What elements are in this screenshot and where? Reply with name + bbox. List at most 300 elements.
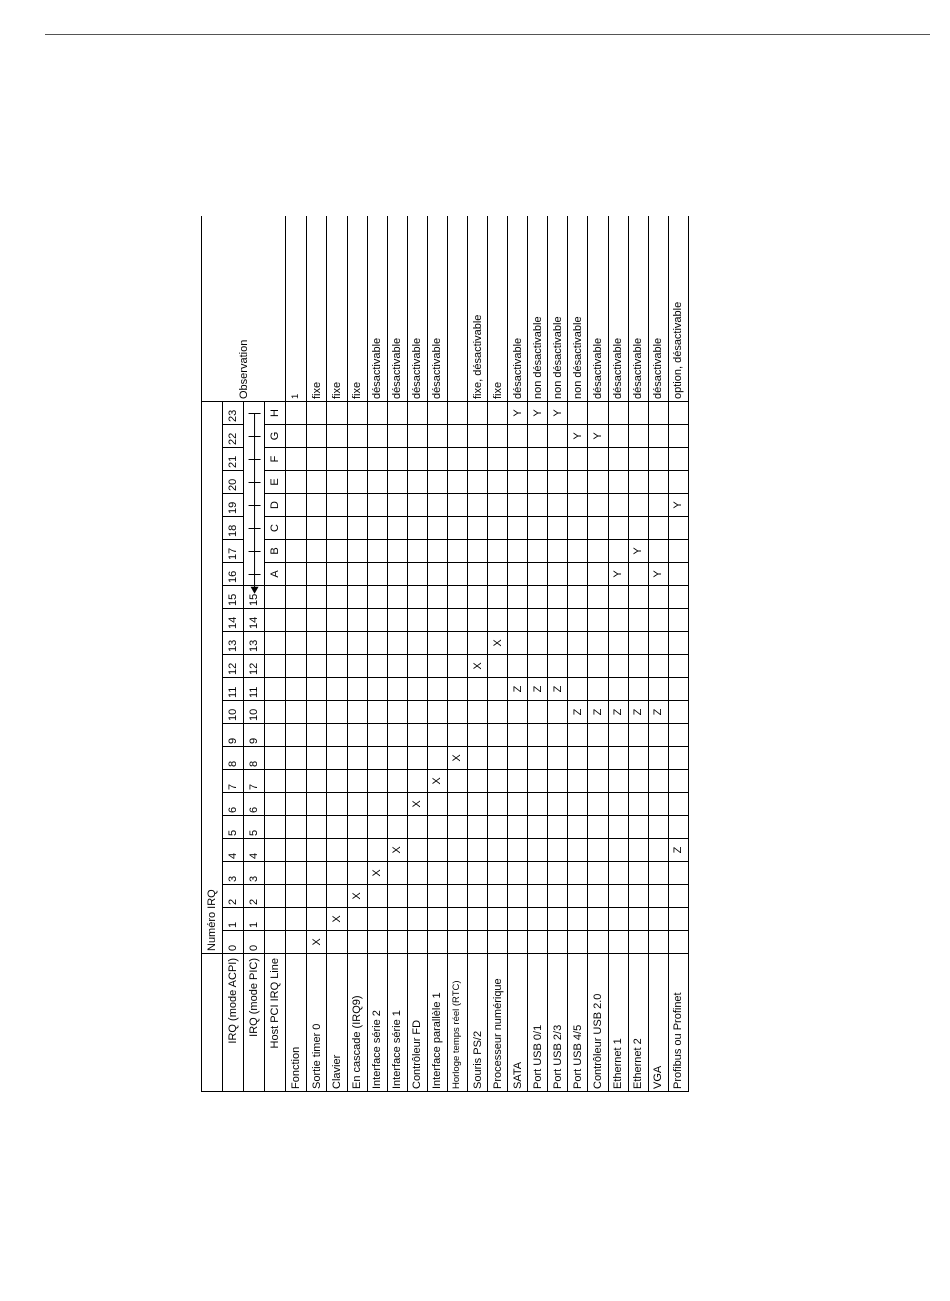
irq-assignment-cell <box>508 494 528 517</box>
irq-assignment-cell <box>427 471 447 494</box>
irq-assignment-cell <box>427 563 447 586</box>
irq-assignment-cell <box>548 586 568 609</box>
irq-assignment-cell <box>648 816 668 839</box>
fonction-empty-cell <box>286 517 307 540</box>
irq-assignment-cell <box>367 885 387 908</box>
function-name: Interface parallèle 1 <box>427 954 447 1092</box>
irq-assignment-cell <box>568 517 588 540</box>
host-pci-empty-cell <box>265 655 286 678</box>
irq-assignment-cell <box>488 586 508 609</box>
irq-assignment-cell <box>608 931 628 954</box>
irq-assignment-cell <box>387 586 407 609</box>
irq-assignment-cell: Y <box>608 563 628 586</box>
irq-assignment-cell <box>568 563 588 586</box>
irq-assignment-cell <box>327 747 347 770</box>
irq-acpi-number: 2 <box>223 885 244 908</box>
irq-assignment-cell <box>648 839 668 862</box>
host-pci-empty-cell <box>265 586 286 609</box>
irq-assignment-cell <box>568 632 588 655</box>
irq-assignment-cell <box>387 448 407 471</box>
host-pci-line: C <box>265 517 286 540</box>
irq-assignment-cell <box>387 862 407 885</box>
observation-cell <box>447 216 467 402</box>
irq-assignment-cell <box>427 931 447 954</box>
irq-assignment-cell <box>648 931 668 954</box>
function-name: Sortie timer 0 <box>307 954 327 1092</box>
irq-assignment-cell: Z <box>668 839 688 862</box>
irq-assignment-cell <box>508 425 528 448</box>
irq-pic-number: 6 <box>244 793 265 816</box>
irq-assignment-cell <box>508 793 528 816</box>
irq-assignment-cell <box>548 563 568 586</box>
irq-assignment-cell <box>608 678 628 701</box>
irq-assignment-cell <box>447 839 467 862</box>
irq-assignment-cell <box>367 839 387 862</box>
irq-assignment-cell <box>628 517 648 540</box>
irq-assignment-cell <box>468 747 488 770</box>
irq-assignment-cell: Y <box>528 402 548 425</box>
irq-assignment-cell <box>427 678 447 701</box>
fonction-empty-cell <box>286 586 307 609</box>
irq-assignment-cell: X <box>407 793 427 816</box>
irq-assignment-cell: X <box>347 885 367 908</box>
irq-assignment-cell <box>307 793 327 816</box>
observation-cell: fixe <box>327 216 347 402</box>
table-row <box>608 216 628 1092</box>
irq-acpi-number: 9 <box>223 724 244 747</box>
irq-assignment-cell: Y <box>568 425 588 448</box>
table-row <box>488 216 508 1092</box>
irq-pic-number: 10 <box>244 701 265 724</box>
table-row <box>387 216 407 1092</box>
irq-assignment-cell <box>608 770 628 793</box>
irq-assignment-cell <box>347 724 367 747</box>
irq-assignment-cell <box>528 885 548 908</box>
irq-assignment-cell <box>528 586 548 609</box>
irq-assignment-cell <box>447 609 467 632</box>
fonction-empty-cell <box>286 494 307 517</box>
irq-assignment-cell <box>347 540 367 563</box>
irq-assignment-cell <box>427 724 447 747</box>
irq-assignment-cell <box>588 402 608 425</box>
irq-assignment-cell <box>407 816 427 839</box>
irq-assignment-cell <box>427 517 447 540</box>
observation-cell: désactivable <box>508 216 528 402</box>
irq-assignment-cell <box>447 655 467 678</box>
irq-assignment-cell <box>407 862 427 885</box>
irq-assignment-cell <box>307 425 327 448</box>
irq-assignment-cell <box>548 862 568 885</box>
irq-assignment-cell <box>347 609 367 632</box>
irq-assignment-cell <box>387 678 407 701</box>
function-name: Contrôleur FD <box>407 954 427 1092</box>
irq-assignment-cell <box>568 402 588 425</box>
irq-assignment-cell <box>508 931 528 954</box>
irq-assignment-cell <box>427 885 447 908</box>
irq-assignment-cell <box>367 655 387 678</box>
irq-assignment-cell <box>307 586 327 609</box>
irq-assignment-cell <box>367 816 387 839</box>
observation-header: Observation <box>202 216 286 402</box>
irq-assignment-cell <box>407 425 427 448</box>
irq-assignment-cell <box>468 517 488 540</box>
irq-assignment-cell <box>628 862 648 885</box>
irq-assignment-cell: X <box>367 862 387 885</box>
irq-assignment-cell <box>648 793 668 816</box>
irq-assignment-cell <box>488 908 508 931</box>
irq-assignment-cell <box>628 448 648 471</box>
irq-assignment-cell <box>568 494 588 517</box>
irq-assignment-cell <box>608 517 628 540</box>
fonction-empty-cell <box>286 609 307 632</box>
irq-assignment-cell <box>648 632 668 655</box>
observation-cell: désactivable <box>588 216 608 402</box>
irq-assignment-cell <box>528 816 548 839</box>
irq-assignment-cell <box>407 655 427 678</box>
irq-assignment-cell <box>327 586 347 609</box>
irq-assignment-cell <box>528 908 548 931</box>
observation-cell: désactivable <box>427 216 447 402</box>
irq-assignment-cell <box>387 770 407 793</box>
irq-assignment-cell <box>508 724 528 747</box>
irq-assignment-cell <box>628 816 648 839</box>
irq-assignment-cell <box>588 655 608 678</box>
table-row <box>447 216 467 1092</box>
irq-assignment-cell <box>468 632 488 655</box>
irq-assignment-cell <box>327 931 347 954</box>
irq-assignment-cell <box>508 517 528 540</box>
irq-assignment-cell <box>668 908 688 931</box>
irq-assignment-cell <box>327 402 347 425</box>
host-pci-empty-cell <box>265 747 286 770</box>
irq-assignment-cell <box>528 425 548 448</box>
irq-assignment-cell <box>307 816 327 839</box>
irq-assignment-cell <box>367 402 387 425</box>
irq-assignment-cell <box>347 471 367 494</box>
irq-acpi-number: 7 <box>223 770 244 793</box>
irq-assignment-cell <box>347 632 367 655</box>
table-row <box>528 216 548 1092</box>
irq-assignment-cell <box>668 793 688 816</box>
irq-assignment-cell <box>608 724 628 747</box>
fonction-empty-cell <box>286 747 307 770</box>
irq-assignment-cell <box>468 402 488 425</box>
irq-assignment-cell <box>447 793 467 816</box>
irq-pic-number: 12 <box>244 655 265 678</box>
irq-assignment-cell <box>327 701 347 724</box>
irq-assignment-cell <box>508 471 528 494</box>
irq-assignment-cell <box>488 471 508 494</box>
irq-assignment-cell <box>668 724 688 747</box>
irq-assignment-cell <box>447 885 467 908</box>
irq-assignment-cell <box>407 471 427 494</box>
irq-assignment-cell <box>488 839 508 862</box>
irq-assignment-cell <box>588 517 608 540</box>
host-pci-label: Host PCI IRQ Line <box>265 954 286 1092</box>
irq-assignment-cell <box>628 678 648 701</box>
irq-assignment-cell <box>668 586 688 609</box>
irq-assignment-cell <box>648 678 668 701</box>
irq-assignment-cell <box>427 747 447 770</box>
irq-assignment-cell <box>387 563 407 586</box>
irq-assignment-cell <box>508 448 528 471</box>
fonction-empty-cell <box>286 632 307 655</box>
irq-assignment-cell <box>528 862 548 885</box>
fonction-empty-cell <box>286 402 307 425</box>
irq-acpi-number: 21 <box>223 448 244 471</box>
irq-assignment-cell <box>347 931 367 954</box>
irq-assignment-cell <box>387 609 407 632</box>
irq-assignment-cell <box>327 885 347 908</box>
irq-pic-number: 14 <box>244 609 265 632</box>
irq-assignment-cell <box>468 425 488 448</box>
irq-assignment-cell <box>307 655 327 678</box>
irq-assignment-cell <box>628 402 648 425</box>
function-name: Souris PS/2 <box>468 954 488 1092</box>
irq-table-rotated <box>201 216 689 1092</box>
observation-cell: fixe <box>347 216 367 402</box>
observation-cell: fixe <box>488 216 508 402</box>
irq-assignment-cell <box>347 494 367 517</box>
irq-assignment-cell <box>468 701 488 724</box>
irq-assignment-cell <box>628 494 648 517</box>
irq-assignment-cell <box>588 540 608 563</box>
irq-pic-number: 8 <box>244 747 265 770</box>
irq-assignment-cell <box>588 494 608 517</box>
irq-assignment-cell <box>528 931 548 954</box>
irq-assignment-cell <box>508 839 528 862</box>
irq-assignment-cell <box>427 655 447 678</box>
irq-acpi-number: 12 <box>223 655 244 678</box>
function-name: Port USB 4/5 <box>568 954 588 1092</box>
irq-assignment-cell <box>488 517 508 540</box>
table-row <box>427 216 447 1092</box>
irq-assignment-cell <box>508 701 528 724</box>
irq-assignment-cell <box>648 448 668 471</box>
irq-assignment-cell <box>447 517 467 540</box>
irq-assignment-cell <box>387 632 407 655</box>
function-name: Processeur numérique <box>488 954 508 1092</box>
function-name: Port USB 2/3 <box>548 954 568 1092</box>
irq-assignment-cell <box>468 471 488 494</box>
irq-assignment-cell <box>588 678 608 701</box>
irq-assignment-cell <box>407 724 427 747</box>
irq-assignment-cell: Y <box>588 425 608 448</box>
irq-assignment-cell <box>548 448 568 471</box>
function-name: Ethernet 2 <box>628 954 648 1092</box>
irq-assignment-cell <box>648 655 668 678</box>
fonction-empty-cell <box>286 908 307 931</box>
irq-assignment-cell <box>327 678 347 701</box>
irq-assignment-cell <box>427 448 447 471</box>
irq-assignment-cell <box>367 494 387 517</box>
irq-assignment-cell <box>347 402 367 425</box>
irq-assignment-cell <box>468 885 488 908</box>
fonction-empty-cell <box>286 816 307 839</box>
irq-assignment-cell: Z <box>608 701 628 724</box>
irq-assignment-cell <box>568 839 588 862</box>
fonction-empty-cell <box>286 724 307 747</box>
irq-assignment-cell <box>447 908 467 931</box>
observation-cell: non désactivable <box>528 216 548 402</box>
irq-assignment-cell <box>427 609 447 632</box>
irq-assignment-cell <box>508 770 528 793</box>
irq-assignment-cell <box>327 494 347 517</box>
irq-assignment-cell <box>568 862 588 885</box>
irq-assignment-cell <box>528 471 548 494</box>
irq-assignment-cell <box>347 448 367 471</box>
irq-assignment-cell <box>468 770 488 793</box>
irq-acpi-number: 5 <box>223 816 244 839</box>
host-pci-empty-cell <box>265 908 286 931</box>
irq-assignment-cell <box>387 494 407 517</box>
table-row <box>407 216 427 1092</box>
irq-assignment-cell <box>668 517 688 540</box>
observation-cell: désactivable <box>387 216 407 402</box>
irq-assignment-cell: Y <box>648 563 668 586</box>
observation-cell: désactivable <box>648 216 668 402</box>
table-row <box>468 216 488 1092</box>
irq-assignment-cell <box>508 655 528 678</box>
irq-assignment-cell <box>468 586 488 609</box>
irq-assignment-cell <box>307 862 327 885</box>
irq-assignment-cell <box>407 494 427 517</box>
corner-cell <box>202 954 223 1092</box>
host-pci-empty-cell <box>265 931 286 954</box>
irq-acpi-number: 17 <box>223 540 244 563</box>
irq-assignment-cell <box>407 586 427 609</box>
irq-assignment-cell <box>447 862 467 885</box>
irq-assignment-cell <box>488 747 508 770</box>
irq-assignment-cell <box>648 586 668 609</box>
fonction-empty-cell <box>286 793 307 816</box>
irq-assignment-cell: Z <box>628 701 648 724</box>
irq-assignment-cell <box>327 540 347 563</box>
host-pci-line: E <box>265 471 286 494</box>
irq-assignment-cell <box>447 448 467 471</box>
irq-assignment-cell <box>468 793 488 816</box>
irq-assignment-cell <box>427 862 447 885</box>
irq-assignment-cell <box>488 770 508 793</box>
fonction-empty-cell <box>286 862 307 885</box>
irq-pic-empty-span <box>244 402 265 586</box>
irq-assignment-cell <box>447 632 467 655</box>
irq-assignment-cell <box>447 724 467 747</box>
observation-cell: non désactivable <box>548 216 568 402</box>
function-name: SATA <box>508 954 528 1092</box>
irq-assignment-cell <box>327 632 347 655</box>
irq-assignment-cell <box>407 563 427 586</box>
irq-assignment-cell <box>628 609 648 632</box>
irq-pic-number: 7 <box>244 770 265 793</box>
irq-assignment-cell <box>407 448 427 471</box>
irq-assignment-cell <box>608 494 628 517</box>
irq-assignment-cell: X <box>468 655 488 678</box>
header-row-numero-irq <box>202 216 223 1092</box>
irq-table-frame <box>201 216 689 1092</box>
irq-assignment-cell <box>608 609 628 632</box>
function-name: Contrôleur USB 2.0 <box>588 954 608 1092</box>
observation-cell: fixe <box>307 216 327 402</box>
irq-assignment-cell <box>608 471 628 494</box>
irq-assignment-cell <box>608 448 628 471</box>
fonction-empty-cell <box>286 701 307 724</box>
irq-assignment-cell <box>347 747 367 770</box>
fonction-empty-cell <box>286 655 307 678</box>
irq-assignment-cell <box>508 885 528 908</box>
irq-assignment-cell <box>447 494 467 517</box>
irq-assignment-cell <box>488 816 508 839</box>
function-name: Clavier <box>327 954 347 1092</box>
irq-assignment-cell <box>668 701 688 724</box>
irq-assignment-cell <box>307 908 327 931</box>
irq-assignment-cell <box>588 931 608 954</box>
irq-assignment-cell <box>608 862 628 885</box>
host-pci-line: A <box>265 563 286 586</box>
fonction-empty-cell <box>286 931 307 954</box>
irq-assignment-cell <box>508 816 528 839</box>
irq-assignment-cell <box>508 908 528 931</box>
fonction-empty-cell <box>286 471 307 494</box>
irq-assignment-cell <box>668 885 688 908</box>
irq-assignment-cell <box>548 747 568 770</box>
irq-assignment-cell <box>327 517 347 540</box>
irq-assignment-cell <box>668 425 688 448</box>
host-pci-empty-cell <box>265 724 286 747</box>
irq-assignment-cell <box>668 655 688 678</box>
irq-assignment-cell <box>568 816 588 839</box>
irq-assignment-cell <box>347 862 367 885</box>
irq-assignment-cell <box>307 517 327 540</box>
irq-assignment-cell <box>528 793 548 816</box>
irq-assignment-cell <box>668 770 688 793</box>
fonction-empty-cell <box>286 563 307 586</box>
irq-assignment-cell <box>387 517 407 540</box>
irq-acpi-number: 20 <box>223 471 244 494</box>
irq-assignment-cell <box>488 402 508 425</box>
irq-acpi-number: 15 <box>223 586 244 609</box>
irq-assignment-cell <box>468 862 488 885</box>
irq-assignment-cell <box>508 747 528 770</box>
observation-cell: désactivable <box>628 216 648 402</box>
irq-assignment-cell <box>648 402 668 425</box>
irq-acpi-number: 11 <box>223 678 244 701</box>
irq-assignment-cell <box>347 908 367 931</box>
irq-assignment-cell <box>508 632 528 655</box>
irq-assignment-cell <box>488 563 508 586</box>
irq-assignment-cell <box>307 494 327 517</box>
irq-assignment-cell <box>568 908 588 931</box>
irq-assignment-cell <box>407 402 427 425</box>
irq-assignment-cell <box>407 747 427 770</box>
irq-assignment-cell <box>668 747 688 770</box>
irq-assignment-cell <box>588 747 608 770</box>
irq-assignment-cell <box>367 517 387 540</box>
observation-cell: option, désactivable <box>668 216 688 402</box>
table-row <box>648 216 668 1092</box>
irq-assignment-cell <box>648 494 668 517</box>
irq-assignment-cell <box>608 885 628 908</box>
irq-assignment-cell <box>568 793 588 816</box>
irq-assignment-cell <box>648 724 668 747</box>
irq-assignment-cell <box>608 816 628 839</box>
observation-cell: désactivable <box>367 216 387 402</box>
irq-assignment-cell <box>367 540 387 563</box>
table-row <box>628 216 648 1092</box>
irq-pic-label: IRQ (mode PIC) <box>244 954 265 1092</box>
header-row-fonction <box>286 216 307 1092</box>
irq-assignment-cell <box>307 701 327 724</box>
